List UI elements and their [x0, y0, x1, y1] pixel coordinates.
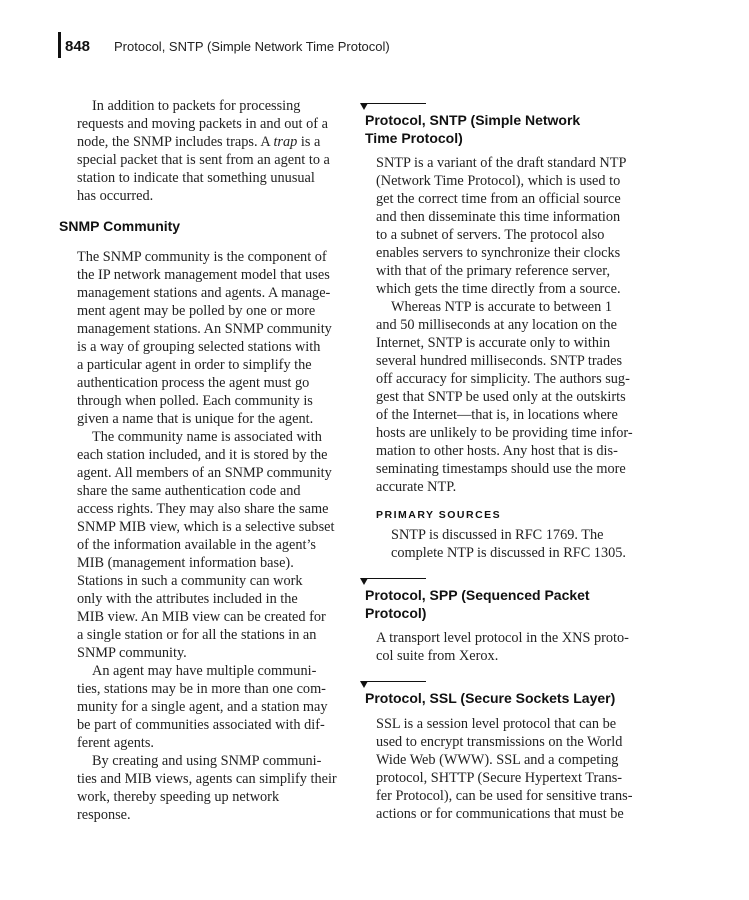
primary-sources-line: complete NTP is discussed in RFC 1305. [391, 545, 626, 561]
body-line: a particular agent in order to simplify the [77, 357, 312, 373]
running-title: Protocol, SNTP (Simple Network Time Protocol) [114, 39, 390, 54]
entry-marker [360, 578, 426, 586]
body-line: management stations. An SNMP community [77, 321, 332, 337]
body-line: only with the attributes included in the [77, 591, 298, 607]
body-line: response. [77, 807, 131, 823]
body-line: and 50 milliseconds at any location on the [376, 317, 618, 333]
body-line: The community name is associated with [92, 429, 322, 445]
body-line: protocol, SHTTP (Secure Hypertext Trans- [376, 770, 623, 786]
body-line: the IP network management model that uses [77, 267, 330, 283]
section-heading-snmp-community: SNMP Community [59, 218, 181, 234]
primary-sources-line: SNTP is discussed in RFC 1769. The [391, 527, 604, 543]
body-line: hosts are unlikely to be providing time infor- [376, 425, 633, 441]
body-line: used to encrypt transmissions on the World [376, 734, 623, 750]
body-line: through when polled. Each community is [77, 393, 313, 409]
body-line: ment agent may be polled by one or more [77, 303, 316, 319]
body-line: off accuracy for simplicity. The authors sug- [376, 371, 630, 387]
body-line: SSL is a session level protocol that can be [376, 716, 617, 732]
body-line: several hundred milliseconds. SNTP trades [376, 353, 623, 369]
body-line: MIB (management information base). [77, 555, 294, 571]
body-line: mation to other hosts. Any host that is dis- [376, 443, 618, 459]
body-line: to a subnet of servers. The protocol also [376, 227, 605, 243]
intro-line-3: node, the SNMP includes traps. A trap is a [77, 134, 321, 150]
intro-line-1: In addition to packets for processing [92, 98, 301, 114]
body-line: access rights. They may also share the same [77, 501, 329, 517]
body-line: accurate NTP. [376, 479, 457, 495]
body-line: a single station or for all the stations in an [77, 627, 317, 643]
body-line: An agent may have multiple communi- [92, 663, 317, 679]
body-line: The SNMP community is the component of [77, 249, 327, 265]
body-line: SNMP MIB view, which is a selective subset [77, 519, 335, 535]
body-line: By creating and using SNMP communi- [92, 753, 322, 769]
body-line: management stations and agents. A manage- [77, 285, 331, 301]
entry-heading-spp: Protocol, SPP (Sequenced Packet [365, 587, 590, 603]
triangle-marker-icon [360, 578, 368, 585]
body-line: with that of the primary reference server, [376, 263, 611, 279]
entry-heading-sntp-cont: Time Protocol) [365, 130, 463, 146]
body-line: Wide Web (WWW). SSL and a competing [376, 752, 619, 768]
body-line: actions or for communications that must be [376, 806, 624, 822]
body-line: given a name that is unique for the agent. [77, 411, 314, 427]
header-rule [58, 32, 61, 58]
entry-marker [360, 103, 426, 111]
body-line: which gets the time directly from a source. [376, 281, 621, 297]
intro-line-2: requests and moving packets in and out of a [77, 116, 328, 132]
intro-line-4: special packet that is sent from an agent to a [77, 152, 330, 168]
body-line: enables servers to synchronize their clocks [376, 245, 621, 261]
body-line: work, thereby speeding up network [77, 789, 280, 805]
body-line: col suite from Xerox. [376, 648, 499, 664]
triangle-marker-icon [360, 103, 368, 110]
body-line: get the correct time from an official source [376, 191, 621, 207]
body-line: Internet, SNTP is accurate only to within [376, 335, 611, 351]
body-line: seminating timestamps should use the more [376, 461, 626, 477]
entry-heading-sntp: Protocol, SNTP (Simple Network [365, 112, 581, 128]
triangle-marker-icon [360, 681, 368, 688]
body-line: (Network Time Protocol), which is used to [376, 173, 621, 189]
body-line: ties, stations may be in more than one com- [77, 681, 326, 697]
body-line: be part of communities associated with dif- [77, 717, 325, 733]
body-line: Stations in such a community can work [77, 573, 303, 589]
body-line: authentication process the agent must go [77, 375, 310, 391]
intro-line-5: station to indicate that something unusual [77, 170, 315, 186]
body-line: gest that SNTP be used only at the outskirts [376, 389, 626, 405]
body-line: MIB view. An MIB view can be created for [77, 609, 326, 625]
body-line: munity for a single agent, and a station may [77, 699, 328, 715]
body-line: each station included, and it is stored by the [77, 447, 328, 463]
body-line: share the same authentication code and [77, 483, 301, 499]
body-line: of the Internet—that is, in locations where [376, 407, 618, 423]
body-line: ties and MIB views, agents can simplify their [77, 771, 337, 787]
body-line: and then disseminate this time information [376, 209, 621, 225]
entry-heading-spp-cont: Protocol) [365, 605, 427, 621]
body-line: fer Protocol), can be used for sensitive trans- [376, 788, 633, 804]
body-line: SNMP community. [77, 645, 187, 661]
entry-heading-ssl: Protocol, SSL (Secure Sockets Layer) [365, 690, 616, 706]
body-line: is a way of grouping selected stations with [77, 339, 321, 355]
body-line: A transport level protocol in the XNS proto- [376, 630, 629, 646]
body-line: of the information available in the agent’s [77, 537, 316, 553]
intro-line-6: has occurred. [77, 188, 154, 204]
body-line: agent. All members of an SNMP community [77, 465, 332, 481]
page-header [58, 30, 698, 60]
primary-sources-label: PRIMARY SOURCES [376, 509, 502, 521]
body-line: SNTP is a variant of the draft standard NTP [376, 155, 627, 171]
body-line: ferent agents. [77, 735, 155, 751]
page-number: 848 [65, 38, 91, 55]
body-line: Whereas NTP is accurate to between 1 [391, 299, 612, 315]
entry-marker [360, 681, 426, 689]
